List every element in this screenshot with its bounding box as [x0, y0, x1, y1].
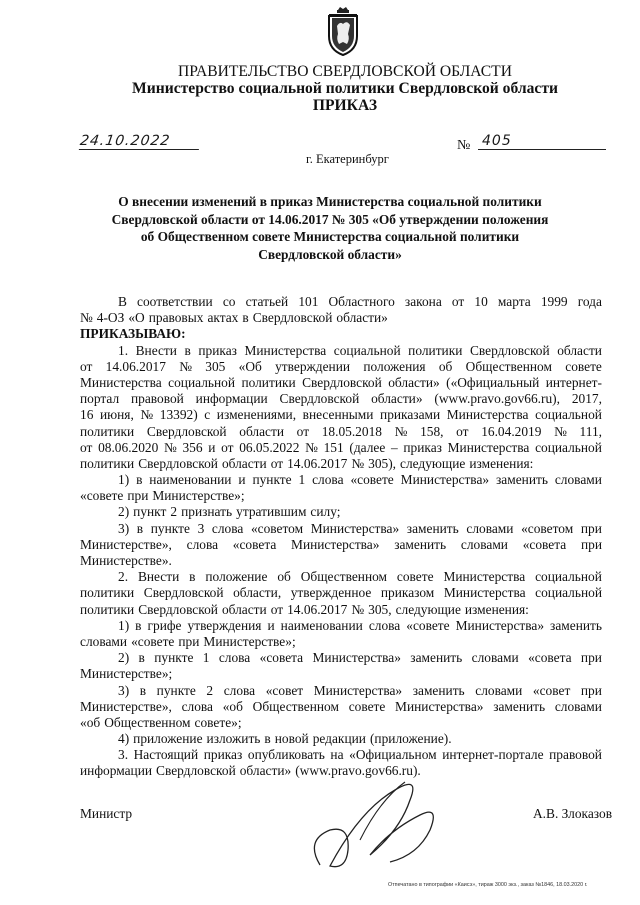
- body-line: Министерстве», слова «об Общественном совете Министерства» заменить словами: [80, 698, 602, 714]
- title-line: об Общественном совете Министерства социальной политики: [140, 229, 520, 245]
- body-line: политики Свердловской области от 18.05.2018 № 158, от 16.04.2019 № 111,: [80, 423, 602, 439]
- body-line: словами «совете при Министерстве»;: [80, 633, 296, 649]
- body-line: 2) в пункте 1 слова «совета Министерства» заменить словами «совета при: [118, 650, 602, 666]
- title-line: Свердловской области от 14.06.2017 № 305 «Об утверждении положения: [111, 211, 549, 227]
- handwritten-signature: [300, 770, 450, 880]
- body-line: Министерстве»;: [80, 666, 173, 682]
- document-type: ПРИКАЗ: [312, 97, 378, 114]
- body-line: политики Свердловской области от 14.06.2017 № 305, следующие изменения:: [80, 601, 529, 617]
- number-label: №: [457, 138, 471, 153]
- body-line: № 4-ОЗ «О правовых актах в Свердловской области»: [80, 310, 388, 326]
- body-line: 3) в пункте 3 слова «советом Министерства» заменить словами «советом при: [118, 520, 602, 536]
- body-line: 3) в пункте 2 слова «совет Министерства» заменить словами «совет при: [118, 682, 602, 698]
- ministry-title: Министерство социальной политики Свердловской области: [132, 80, 558, 97]
- print-footer: Отпечатано в типографии «Каисэ», тираж 3000 экз., заказ №1846, 18.03.2020 г.: [388, 882, 588, 888]
- government-title: ПРАВИТЕЛЬСТВО СВЕРДЛОВСКОЙ ОБЛАСТИ: [178, 63, 512, 80]
- body-line: Министерства социальной политики Свердловской области» («Официальный интернет-: [80, 374, 602, 390]
- order-body: [80, 294, 602, 780]
- body-line: 1) в наименовании и пункте 1 слова «совете Министерства» заменить словами: [118, 472, 602, 488]
- body-line: В соответствии со статьей 101 Областного закона от 10 марта 1999 года: [118, 294, 602, 309]
- body-line: 2. Внести в положение об Общественном совете Министерства социальной: [118, 569, 602, 585]
- signer-name: А.В. Злоказов: [533, 806, 613, 821]
- body-line: «совете при Министерстве»;: [80, 488, 245, 504]
- title-line: О внесении изменений в приказ Министерства социальной политики: [118, 194, 542, 209]
- body-line: Министерстве», слова «совета Министерства» заменить словами «совета при: [80, 536, 602, 552]
- body-line: 1. Внести в приказ Министерства социальной политики Свердловской области: [118, 342, 602, 358]
- body-line: информации Свердловской области» (www.pravo.gov66.ru).: [80, 763, 421, 779]
- title-line: Свердловской области»: [258, 246, 402, 262]
- body-line: 16 июня, № 13392) с изменениями, внесенными приказами Министерства социальной: [80, 407, 602, 423]
- body-line: политики Свердловской области, утвержденное приказом Министерства социальной: [80, 585, 602, 601]
- order-date: 24.10.2022: [79, 133, 201, 150]
- body-line: 1) в грифе утверждения и наименовании слова «совете Министерства» заменить: [118, 617, 602, 633]
- body-line: 2) пункт 2 признать утратившим силу;: [118, 504, 341, 520]
- body-line: Министерстве».: [80, 553, 172, 568]
- body-line: от 08.06.2020 № 356 и от 06.05.2022 № 151 (далее – приказ Министерства социальной: [80, 439, 602, 455]
- body-line: 3. Настоящий приказ опубликовать на «Официальном интернет-портале правовой: [118, 747, 602, 763]
- signer-position: Министр: [80, 806, 133, 821]
- city: г. Екатеринбург: [306, 152, 389, 166]
- body-line: портал правовой информации Свердловской области» (www.pravo.gov66.ru), 2017,: [80, 391, 602, 407]
- body-line: «об Общественном совете»;: [80, 714, 242, 730]
- body-line: 4) приложение изложить в новой редакции (приложение).: [118, 731, 452, 747]
- body-line: от 14.06.2017 № 305 «Об утверждении положения об Общественном совете: [80, 358, 602, 374]
- body-line: ПРИКАЗЫВАЮ:: [80, 326, 186, 342]
- order-title: [100, 193, 560, 263]
- body-line: политики Свердловской области от 14.06.2017 № 305), следующие изменения:: [80, 455, 534, 471]
- order-number: 405: [478, 133, 606, 150]
- coat-of-arms-emblem: [326, 6, 360, 56]
